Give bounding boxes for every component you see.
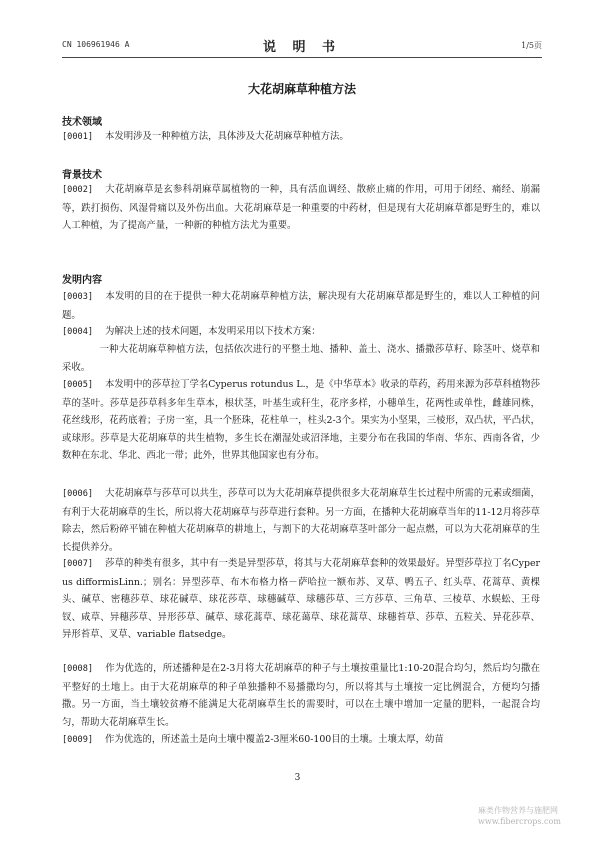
page-indicator: 1/5页 xyxy=(521,41,542,50)
paragraph-number: [0008] xyxy=(62,664,94,674)
paragraph-0007 xyxy=(62,555,540,644)
paragraph-text: 本发明中的莎草拉丁学名Cyperus rotundus L.，是《中华草本》收录的草药，药用来源为莎草科植物莎草的茎叶。莎草是莎草科多年生草本，根状茎，叶基生或秆生，花序多样，小穗单生，花两性或单性，雌雄同株，花丝线形，花药底着；子房一室，具一个胚珠，花柱单一，柱头2-3个。果实为小坚果，三棱形，双凸状，平凸状，或球形。莎草是大花胡麻草的共生植物，多生长在潮湿处或沼泽地，主要分布在我国的华南、华东、西南各省，少数种在东北、华北、西北一带；此外，世界其他国家也有分布。 xyxy=(62,379,540,461)
paragraph-text: 本发明涉及一种种植方法，具体涉及大花胡麻草种植方法。 xyxy=(105,131,349,142)
paragraph-number: [0002] xyxy=(62,185,94,195)
paragraph-number: [0006] xyxy=(62,489,94,499)
section-heading-background: 背景技术 xyxy=(62,170,102,181)
page-number: 3 xyxy=(294,773,301,783)
paragraph-0001 xyxy=(62,128,540,147)
paragraph-0003 xyxy=(62,288,540,324)
paragraph-number: [0007] xyxy=(62,559,94,569)
paragraph-text: 莎草的种类有很多，其中有一类是异型莎草，将其与大花胡麻草套种的效果最好。异型莎草拉丁名Cyperus difformisLinn.；别名：异型莎草、布木布格力格－萨哈拉一额布苏、叉草、鸭五子、红头草、花蒿草、黄棵头、碱草、密穗莎草、球花碱草、球花莎草、球穗碱草、球穗莎草、三方莎草、三角草、三棱草、水蜈蚣、王母钗、咸草、异穗莎草、异形莎草、碱草、球花蒿草、球花蔼草、球花蒿草、球穗苔草、莎草、五粒关、异花莎草、异形苔草、叉草、variable flatsedge。 xyxy=(62,558,540,640)
section-heading-tech-field: 技术领域 xyxy=(62,117,102,128)
paragraph-0004-continued: 一种大花胡麻草种植方法，包括依次进行的平整土地、播种、盖土、浇水、播撒莎草籽、除茎叶、烧草和采收。 xyxy=(62,344,540,373)
paragraph-0009 xyxy=(62,731,540,750)
paragraph-0004 xyxy=(62,323,540,342)
paragraph-text: 作为优选的，所述盖土是向土壤中覆盖2-3厘米60-100目的土壤。土壤太厚，幼苗 xyxy=(105,734,444,745)
paragraph-number: [0009] xyxy=(62,735,94,745)
paragraph-text: 作为优选的，所述播种是在2-3月将大花胡麻草的种子与土壤按重量比1:10-20混合均匀，然后均匀撒在平整好的土地上。由于大花胡麻草的种子单独播种不易播撒均匀，所以将其与土壤按一定比例混合，方便均匀播撒。另一方面，当土壤较贫瘠不能满足大花胡麻草生长的需要时，可以在土壤中增加一定量的肥料，一起混合均匀，帮助大花胡麻草生长。 xyxy=(62,663,540,728)
paragraph-0008 xyxy=(62,660,540,731)
section-heading-content: 发明内容 xyxy=(62,275,102,286)
paragraph-number: [0003] xyxy=(62,292,94,302)
header-divider xyxy=(62,57,542,58)
paragraph-number: [0004] xyxy=(62,327,94,337)
paragraph-0006 xyxy=(62,485,540,556)
paragraph-text: 本发明的目的在于提供一种大花胡麻草种植方法，解决现有大花胡麻草都是野生的，难以人工种植的问题。 xyxy=(62,291,540,321)
paragraph-text: 大花胡麻草是玄参科胡麻草属植物的一种，具有活血调经、散瘀止痛的作用，可用于闭经、痛经、崩漏等，跌打损伤、风湿骨痛以及外伤出血。大花胡麻草是一种重要的中药材，但是现有大花胡麻草都是野生的，难以人工种植，为了提高产量，一种新的种植方法尤为重要。 xyxy=(62,184,540,231)
watermark-site-name: 麻类作物营养与施肥网 xyxy=(478,806,558,815)
paragraph-text: 为解决上述的技术问题，本发明采用以下技术方案： xyxy=(105,326,321,337)
paragraph-0005 xyxy=(62,376,540,465)
paragraph-text: 大花胡麻草与莎草可以共生，莎草可以为大花胡麻草提供很多大花胡麻草生长过程中所需的元素或细菌，有利于大花胡麻草的生长，所以将大花胡麻草与莎草进行套种。另一方面，在播种大花胡麻草当年的11-12月将莎草除去，然后粉碎平铺在种植大花胡麻草的耕地上，与割下的大花胡麻草茎叶部分一起点燃，可以为大花胡麻草的生长提供养分。 xyxy=(62,488,540,553)
document-title: 大花胡麻草种植方法 xyxy=(247,82,356,96)
paragraph-number: [0001] xyxy=(62,132,94,142)
document-type: 说 明 书 xyxy=(262,40,342,55)
paragraph-0002 xyxy=(62,181,540,235)
watermark xyxy=(478,805,561,827)
page-header xyxy=(62,36,542,54)
watermark-url: www.fibercrops.com xyxy=(478,817,561,826)
patent-number: CN 106961946 A xyxy=(62,40,130,49)
paragraph-number: [0005] xyxy=(62,380,94,390)
